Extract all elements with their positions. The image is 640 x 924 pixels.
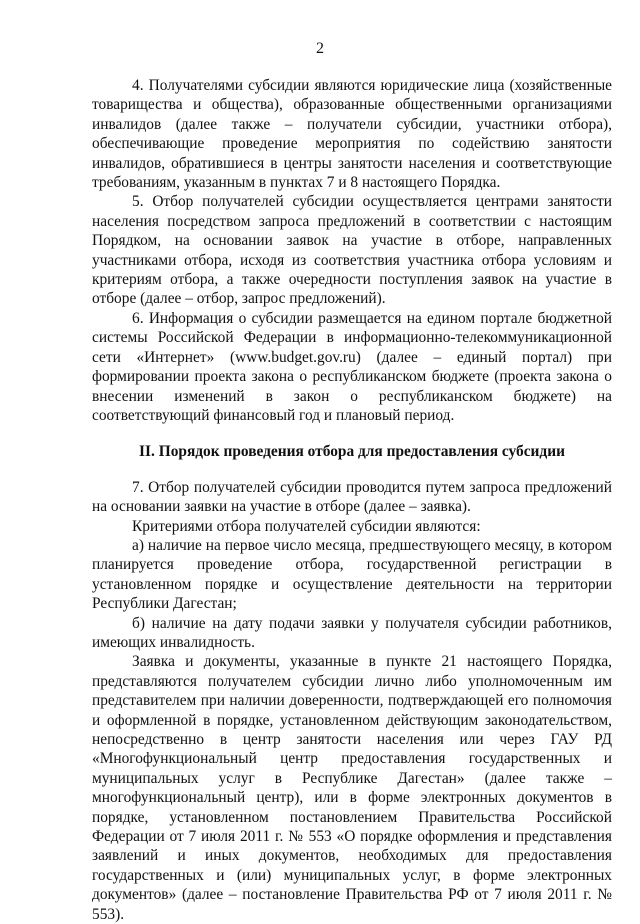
paragraph-6: 6. Информация о субсидии размещается на едином портале бюджетной системы Российской Федерации в информационно-телекоммуникационной сети «Интернет» (www.budget.gov.ru) (далее – единый портал) при формировании проекта закона о республиканском бюджете (проекта закона о внесении изменений в закон о республиканском бюджете) на соответствующий финансовый год и плановый период. <box>92 309 612 424</box>
section-heading: II. Порядок проведения отбора для предоставления субсидии <box>139 443 565 461</box>
application-paragraph: Заявка и документы, указанные в пункте 21 настоящего Порядка, представляются получателем субсидии лично либо уполномоченным им представителем при наличии доверенности, подтверждающей его полномочия и оформленной в порядке, установленном действующим законодательством, непосредственно в центр занятости населения или через ГАУ РД «Многофункциональный центр предоставления государственных и муниципальных услуг в Республике Дагестан» (далее также – многофункциональный центр), или в форме электронных документов в порядке, установленном постановлением Правительства Российской Федерации от 7 июля 2011 г. № 553 «О порядке оформления и представления заявлений и иных документов, необходимых для предоставления государственных и (или) муниципальных услуг, в форме электронных документов» (далее – постановление Правительства РФ от 7 июля 2011 г. № 553). <box>92 653 612 923</box>
paragraph-5: 5. Отбор получателей субсидии осуществляется центрами занятости населения посредством запроса предложений в соответствии с настоящим Порядком, на основании заявок на участие в отборе, направленных участниками отбора, исходя из соответствия участника отбора условиям и критериям отбора, а также очередности поступления заявок на участие в отборе (далее – отбор, запрос предложений). <box>92 193 612 308</box>
document-body <box>92 76 612 924</box>
criterion-b: б) наличие на дату подачи заявки у получателя субсидии работников, имеющих инвалидность. <box>92 614 612 651</box>
page-number: 2 <box>316 40 324 57</box>
paragraph-7: 7. Отбор получателей субсидии проводится путем запроса предложений на основании заявки на участие в отборе (далее – заявка). <box>92 478 612 516</box>
paragraph-4: 4. Получателями субсидии являются юридические лица (хозяйственные товарищества и общества), образованные общественными организациями инвалидов (далее также – получатели субсидии, участники отбора), обеспечивающие проведение мероприятия по содействию занятости инвалидов, обратившиеся в центры занятости населения и соответствующие требованиям, указанным в пунктах 7 и 8 настоящего Порядка. <box>92 77 612 192</box>
criterion-a: а) наличие на первое число месяца, предшествующего месяцу, в котором планируется проведение отбора, государственной регистрации в установленном порядке и осуществление деятельности на территории Республики Дагестан; <box>92 536 612 613</box>
criteria-intro: Критериями отбора получателей субсидии являются: <box>132 517 481 535</box>
